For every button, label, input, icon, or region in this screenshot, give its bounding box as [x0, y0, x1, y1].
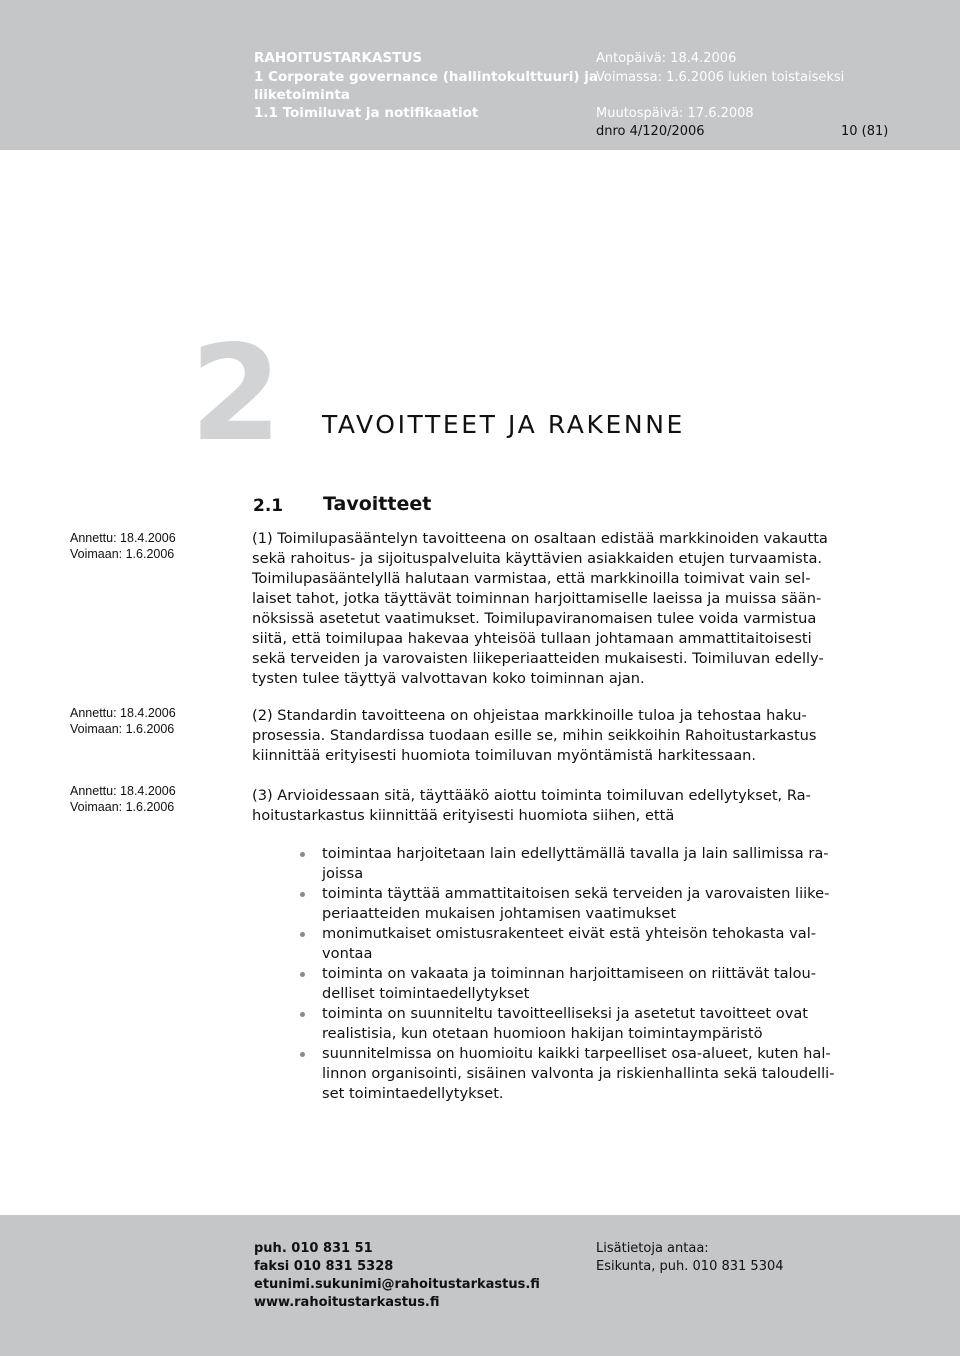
paragraph-line: sekä terveiden ja varovaisten liikeperiaatteiden mukaisesti. Toimiluvan edelly-	[252, 650, 824, 667]
margin-note-annettu: Annettu: 18.4.2006	[70, 706, 176, 720]
list-item-line: toiminta täyttää ammattitaitoisen sekä terveiden ja varovaisten liike-	[322, 885, 830, 902]
paragraph-line: nöksissä asetetut vaatimukset. Toimilupaviranomaisen tulee voida varmistua	[252, 610, 817, 627]
footer-email[interactable]: etunimi.sukunimi@rahoitustarkastus.fi	[254, 1277, 540, 1292]
list-item-line: vontaa	[322, 945, 373, 962]
header-section-line1: 1 Corporate governance (hallintokulttuuri) ja	[254, 69, 599, 85]
margin-note-voimaan: Voimaan: 1.6.2006	[70, 800, 175, 814]
footer-phone: puh. 010 831 51	[254, 1241, 373, 1256]
paragraph-line: (3) Arvioidessaan sitä, täyttääkö aiottu toiminta toimiluvan edellytykset, Ra-	[252, 787, 811, 804]
list-item-line: delliset toimintaedellytykset	[322, 985, 530, 1002]
paragraph-line: laiset tahot, jotka täyttävät toiminnan harjoittamiselle laeissa ja muissa sään-	[252, 590, 822, 607]
bullet-icon	[300, 852, 305, 857]
list-item-line: set toimintaedellytykset.	[322, 1085, 504, 1102]
footer-info-label: Lisätietoja antaa:	[596, 1241, 709, 1256]
list-item-line: suunnitelmissa on huomioitu kaikki tarpeelliset osa-alueet, kuten hal-	[322, 1045, 831, 1062]
header-dnro: dnro 4/120/2006	[596, 124, 705, 139]
bullet-icon	[300, 932, 305, 937]
paragraph-1	[252, 529, 902, 689]
page-footer	[0, 1215, 960, 1356]
list-item-line: joissa	[322, 865, 364, 882]
paragraph-line: (2) Standardin tavoitteena on ohjeistaa markkinoille tuloa ja tehostaa haku-	[252, 707, 807, 724]
header-org: RAHOITUSTARKASTUS	[254, 50, 423, 66]
paragraph-3	[252, 786, 902, 826]
list-item	[252, 964, 902, 1004]
paragraph-line: sekä rahoitus- ja sijoituspalveluita käyttävien asiakkaiden etujen turvaamista.	[252, 550, 823, 567]
header-antopaiva: Antopäivä: 18.4.2006	[596, 51, 737, 66]
bullet-icon	[300, 1052, 305, 1057]
list-item-line: toiminta on suunniteltu tavoitteelliseksi ja asetetut tavoitteet ovat	[322, 1005, 809, 1022]
list-item-line: periaatteiden mukaisen johtamisen vaatimukset	[322, 905, 677, 922]
criteria-list	[252, 844, 902, 1104]
bullet-icon	[300, 972, 305, 977]
paragraph-line: kiinnittää erityisesti huomiota toimiluvan myöntämistä harkitessaan.	[252, 747, 757, 764]
list-item-line: linnon organisointi, sisäinen valvonta ja riskienhallinta sekä taloudelli-	[322, 1065, 835, 1082]
header-voimassa: Voimassa: 1.6.2006 lukien toistaiseksi	[596, 70, 845, 85]
footer-fax: faksi 010 831 5328	[254, 1259, 394, 1274]
list-item	[252, 1044, 902, 1104]
margin-note-annettu: Annettu: 18.4.2006	[70, 531, 176, 545]
paragraph-line: prosessia. Standardissa tuodaan esille se, mihin seikkoihin Rahoitustarkastus	[252, 727, 817, 744]
chapter-title: TAVOITTEET JA RAKENNE	[322, 410, 685, 439]
section-number: 2.1	[253, 496, 284, 516]
margin-note	[70, 705, 176, 737]
bullet-icon	[300, 1012, 305, 1017]
list-item	[252, 924, 902, 964]
chapter-number: 2	[190, 317, 282, 471]
header-page-number: 10 (81)	[841, 124, 889, 139]
list-item-line: realistisia, kun otetaan huomioon hakijan toimintaympäristö	[322, 1025, 763, 1042]
page-header	[0, 0, 960, 150]
paragraph-line: siitä, että toimilupaa hakevaa yhteisöä tullaan johtamaan ammattitaitoisesti	[252, 630, 812, 647]
margin-note-annettu: Annettu: 18.4.2006	[70, 784, 176, 798]
list-item-line: monimutkaiset omistusrakenteet eivät estä yhteisön tehokasta val-	[322, 925, 817, 942]
header-muutospaiva: Muutospäivä: 17.6.2008	[596, 106, 754, 121]
header-subsection: 1.1 Toimiluvat ja notifikaatiot	[254, 105, 479, 121]
margin-note	[70, 783, 176, 815]
footer-info-contact: Esikunta, puh. 010 831 5304	[596, 1259, 784, 1274]
section-title: Tavoitteet	[323, 493, 432, 515]
list-item	[252, 1004, 902, 1044]
paragraph-line: tysten tulee täyttyä valvottavan koko toiminnan ajan.	[252, 670, 645, 687]
header-section-line2: liiketoiminta	[254, 87, 350, 103]
margin-note-voimaan: Voimaan: 1.6.2006	[70, 722, 175, 736]
paragraph-line: hoitustarkastus kiinnittää erityisesti huomiota siihen, että	[252, 807, 675, 824]
paragraph-2	[252, 706, 902, 766]
paragraph-line: (1) Toimilupasääntelyn tavoitteena on osaltaan edistää markkinoiden vakautta	[252, 530, 828, 547]
bullet-icon	[300, 892, 305, 897]
footer-website-link[interactable]: www.rahoitustarkastus.fi	[254, 1295, 440, 1310]
margin-note-voimaan: Voimaan: 1.6.2006	[70, 547, 175, 561]
list-item	[252, 844, 902, 884]
list-item-line: toimintaa harjoitetaan lain edellyttämällä tavalla ja lain sallimissa ra-	[322, 845, 829, 862]
margin-note	[70, 530, 176, 562]
list-item-line: toiminta on vakaata ja toiminnan harjoittamiseen on riittävät talou-	[322, 965, 817, 982]
paragraph-line: Toimilupasääntelyllä halutaan varmistaa, että markkinoilla toimivat vain sel-	[252, 570, 811, 587]
list-item	[252, 884, 902, 924]
